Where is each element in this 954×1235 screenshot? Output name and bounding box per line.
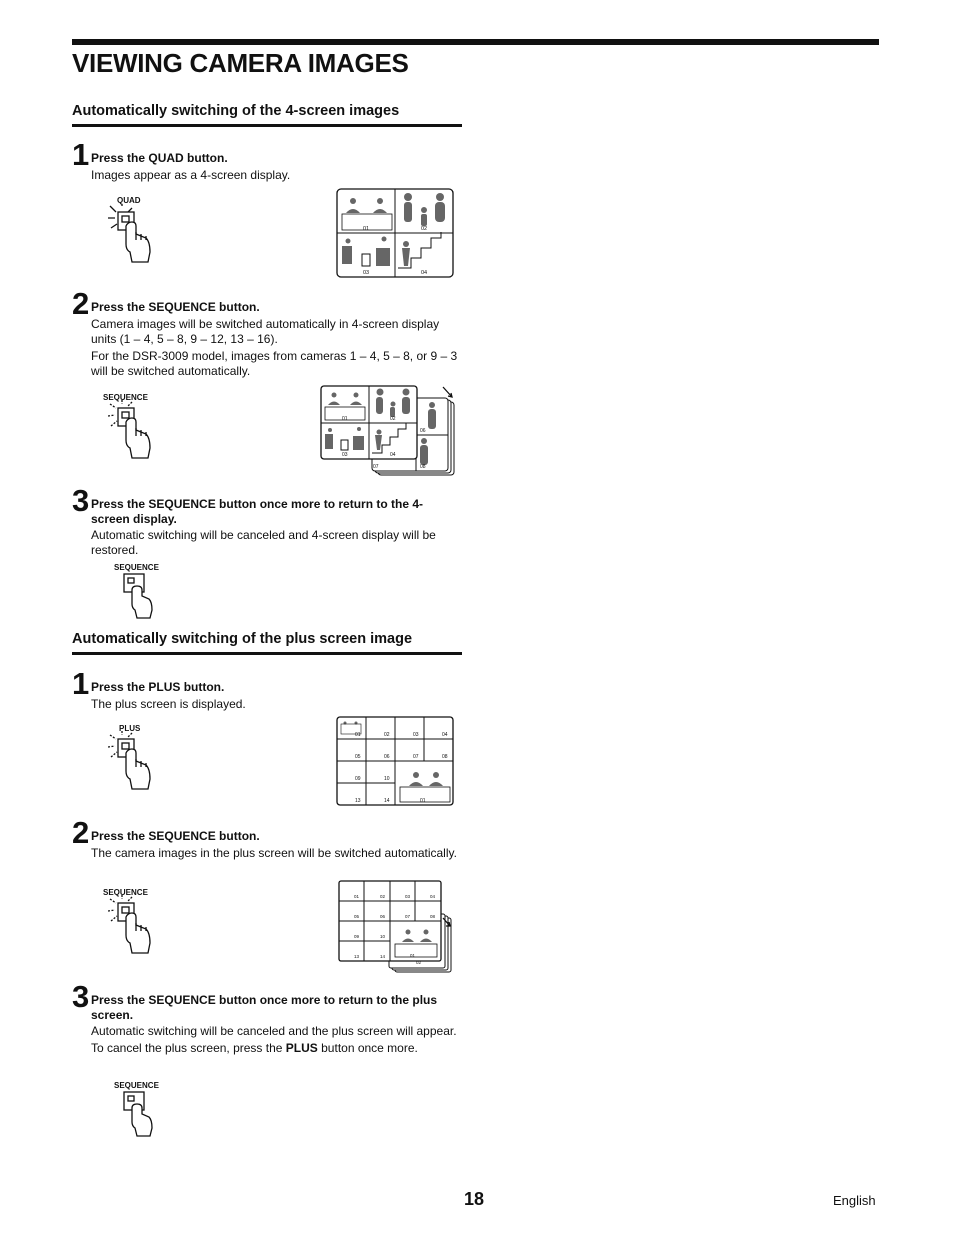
- channel-label: 07: [405, 914, 411, 919]
- channel-label: 06: [384, 754, 390, 760]
- sequence-plus-screens-illustration: [338, 880, 456, 980]
- channel-label: 01: [342, 416, 348, 422]
- step-title: Press the SEQUENCE button.: [91, 829, 260, 843]
- channel-label: 05: [354, 914, 360, 919]
- step-number: 2: [72, 815, 90, 850]
- channel-label: 03: [405, 894, 411, 899]
- title-rule: [72, 39, 879, 45]
- sequence-button-label: SEQUENCE: [114, 563, 159, 572]
- language-label: English: [833, 1193, 876, 1208]
- step-text: Camera images will be switched automatically in 4-screen display units (1 – 4, 5 – 8, 9 – 12, 13 – 16).: [91, 317, 440, 346]
- channel-label: 02: [390, 416, 396, 422]
- step-body: [91, 317, 461, 381]
- cancel-text-after: button once more.: [317, 1041, 418, 1055]
- step-body: [91, 528, 461, 560]
- step-number: 3: [72, 483, 90, 518]
- channel-label: 08: [420, 464, 426, 470]
- sequence-button-press-illustration: [108, 895, 158, 962]
- sequence-button-label: SEQUENCE: [103, 393, 148, 402]
- step-text: The camera images in the plus screen will be switched automatically.: [91, 846, 457, 860]
- step-title: Press the SEQUENCE button once more to return to the plus screen.: [91, 993, 438, 1022]
- channel-label: 03: [413, 732, 419, 738]
- channel-label: 07: [413, 754, 419, 760]
- channel-label: 13: [355, 798, 361, 804]
- channel-label: 01: [410, 953, 416, 958]
- page-number: 18: [464, 1189, 485, 1209]
- sequence-button-label: SEQUENCE: [114, 1081, 159, 1090]
- channel-label: 01: [354, 894, 360, 899]
- step-text-cancel: [91, 1041, 461, 1056]
- step-number: 3: [72, 979, 90, 1014]
- sequence-button-label: SEQUENCE: [103, 888, 148, 897]
- cancel-text-bold: PLUS: [285, 1041, 318, 1055]
- plus-screen-illustration: [336, 716, 455, 813]
- plus-button-press-illustration: [108, 731, 158, 798]
- step-body: [91, 697, 461, 714]
- cancel-text-before: To cancel the plus screen, press the: [91, 1041, 286, 1055]
- section-heading-4screen: Automatically switching of the 4-screen images: [72, 103, 462, 127]
- step-text: Images appear as a 4-screen display.: [91, 168, 291, 182]
- channel-label: 09: [355, 776, 361, 782]
- channel-label: 02: [421, 226, 428, 232]
- channel-label: 10: [384, 776, 390, 782]
- step-number: 1: [72, 666, 90, 701]
- quad-button-label: QUAD: [117, 196, 141, 205]
- step-body: [91, 168, 461, 185]
- channel-label: 08: [442, 754, 448, 760]
- channel-label: 06: [380, 914, 386, 919]
- quad-screen-illustration: [336, 188, 455, 285]
- step-title: Press the PLUS button.: [91, 680, 225, 694]
- step-text: The plus screen is displayed.: [91, 697, 246, 711]
- step-number: 1: [72, 137, 90, 172]
- step-body: [91, 1024, 461, 1058]
- channel-label: 04: [390, 452, 396, 458]
- channel-label: 13: [354, 954, 360, 959]
- channel-label: 04: [421, 270, 428, 276]
- channel-label: 06: [420, 428, 426, 434]
- channel-label: 02: [380, 894, 386, 899]
- channel-label: 10: [380, 934, 386, 939]
- step-text: Automatic switching will be canceled and the plus screen will appear.: [91, 1024, 457, 1038]
- plus-button-label: PLUS: [119, 724, 141, 733]
- channel-label: 02: [384, 732, 390, 738]
- channel-label: 01: [420, 798, 426, 804]
- channel-label: 03: [342, 452, 348, 458]
- step-title: Press the SEQUENCE button.: [91, 300, 260, 314]
- step-text: Automatic switching will be canceled and 4-screen display will be restored.: [91, 528, 436, 557]
- sequence-button-release-illustration: [120, 572, 156, 625]
- channel-label: 09: [354, 934, 360, 939]
- channel-label: 01: [363, 226, 370, 232]
- channel-label: 04: [430, 894, 436, 899]
- channel-label: 14: [384, 798, 390, 804]
- step-number: 2: [72, 286, 90, 321]
- step-title: Press the QUAD button.: [91, 151, 228, 165]
- channel-label: 08: [430, 914, 436, 919]
- sequence-button-release-illustration: [120, 1090, 156, 1143]
- channel-label: 05: [355, 754, 361, 760]
- sequence-button-press-illustration: [108, 400, 158, 467]
- step-text: For the DSR-3009 model, images from cameras 1 – 4, 5 – 8, or 9 – 3 will be switched automatically.: [91, 349, 458, 378]
- channel-label: 07: [373, 464, 379, 470]
- channel-label: 14: [380, 954, 386, 959]
- page-title: VIEWING CAMERA IMAGES: [72, 48, 409, 78]
- section-heading-plus: Automatically switching of the plus screen image: [72, 631, 462, 655]
- quad-button-press-illustration: [108, 204, 158, 271]
- channel-label: 03: [363, 270, 370, 276]
- channel-label: 01: [355, 732, 361, 738]
- step-title: Press the SEQUENCE button once more to return to the 4-screen display.: [91, 497, 424, 526]
- channel-label: 02: [416, 960, 422, 965]
- sequence-quad-screens-illustration: [320, 385, 456, 482]
- step-body: [91, 846, 461, 863]
- channel-label: 04: [442, 732, 448, 738]
